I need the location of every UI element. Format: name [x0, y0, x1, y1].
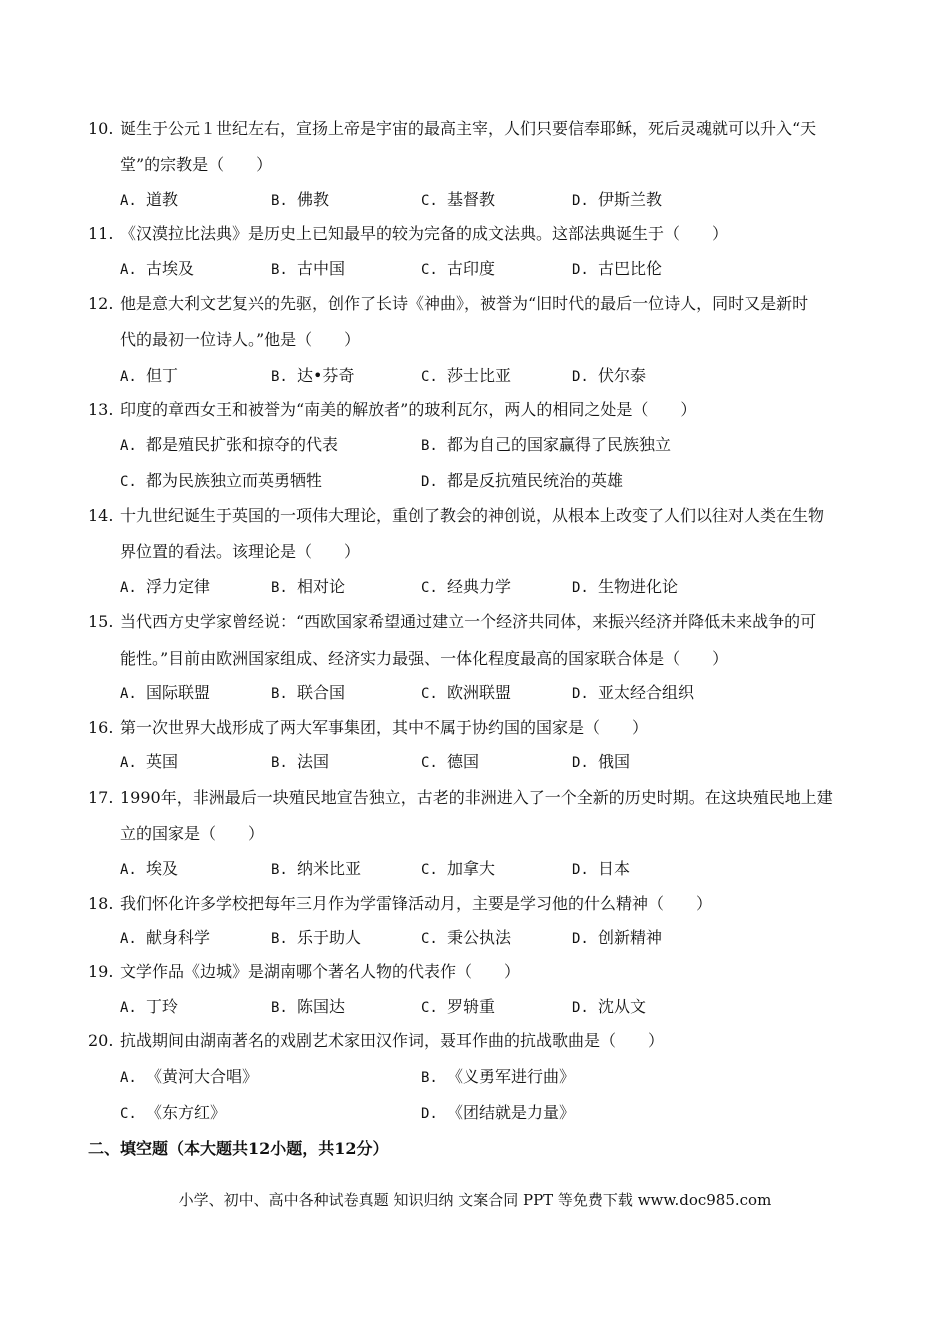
question-10-stem — [88, 111, 863, 147]
question-number: 10. — [88, 119, 114, 138]
question-16-option-b: B. 法国 — [271, 752, 330, 771]
question-10-stem-line2: 堂”的宗教是（ ） — [120, 155, 273, 174]
section-heading-fill-in: 二、填空题（本大题共12小题，共12分） — [88, 1139, 389, 1158]
question-10-option-a: A. 道教 — [120, 190, 179, 209]
question-15-option-a: A. 国际联盟 — [120, 683, 211, 702]
question-number: 16. — [88, 718, 114, 737]
question-number: 11. — [88, 224, 114, 243]
question-19-stem — [88, 954, 863, 990]
question-14-stem — [88, 498, 863, 534]
question-12-stem — [88, 286, 863, 322]
question-text: 当代西方史学家曾经说：“西欧国家希望通过建立一个经济共同体，来振兴经济并降低未来战争的可 — [120, 612, 817, 631]
page-footer: 小学、初中、高中各种试卷真题 知识归纳 文案合同 PPT 等免费下载 www.doc985.com — [178, 1191, 772, 1209]
question-17-stem — [88, 780, 863, 816]
question-17-option-b: B. 纳米比亚 — [271, 859, 362, 878]
question-text: 印度的章西女王和被誉为“南美的解放者”的玻利瓦尔，两人的相同之处是（ ） — [120, 400, 697, 419]
question-16-option-d: D. 俄国 — [572, 752, 631, 771]
question-12-option-d: D. 伏尔泰 — [572, 366, 647, 385]
question-text: 《汉漠拉比法典》是历史上已知最早的较为完备的成文法典。这部法典诞生于（ ） — [120, 224, 729, 243]
question-10-option-c: C. 基督教 — [421, 190, 496, 209]
question-20-option-a: A. 《黄河大合唱》 — [120, 1067, 259, 1086]
question-10-option-d: D. 伊斯兰教 — [572, 190, 663, 209]
question-15-stem-line2: 能性。”目前由欧洲国家组成、经济实力最强、一体化程度最高的国家联合体是（ ） — [120, 649, 729, 668]
question-16-stem — [88, 710, 863, 746]
question-19-option-a: A. 丁玲 — [120, 997, 179, 1016]
question-11-option-a: A. 古埃及 — [120, 259, 195, 278]
question-12-option-c: C. 莎士比亚 — [421, 366, 512, 385]
question-20-stem — [88, 1023, 863, 1059]
question-19-option-b: B. 陈国达 — [271, 997, 346, 1016]
question-18-option-b: B. 乐于助人 — [271, 928, 362, 947]
question-number: 20. — [88, 1031, 114, 1050]
question-18-option-c: C. 秉公执法 — [421, 928, 512, 947]
question-text: 第一次世界大战形成了两大军事集团，其中不属于协约国的国家是（ ） — [120, 718, 649, 737]
question-number: 12. — [88, 294, 114, 313]
question-13-option-a: A. 都是殖民扩张和掠夺的代表 — [120, 435, 339, 454]
question-11-option-d: D. 古巴比伦 — [572, 259, 663, 278]
question-16-option-c: C. 德国 — [421, 752, 480, 771]
question-number: 18. — [88, 894, 114, 913]
question-20-option-c: C. 《东方红》 — [120, 1103, 227, 1122]
question-text: 1990年，非洲最后一块殖民地宣告独立，古老的非洲进入了一个全新的历史时期。在这块殖民地上建 — [120, 788, 833, 807]
question-number: 19. — [88, 962, 114, 981]
question-11-option-b: B. 古中国 — [271, 259, 346, 278]
question-19-option-c: C. 罗辀重 — [421, 997, 496, 1016]
question-number: 14. — [88, 506, 114, 525]
question-17-option-d: D. 日本 — [572, 859, 631, 878]
question-15-option-c: C. 欧洲联盟 — [421, 683, 512, 702]
question-12-option-b: B. 达•芬奇 — [271, 366, 355, 385]
question-15-stem — [88, 604, 863, 640]
question-11-option-c: C. 古印度 — [421, 259, 496, 278]
question-text: 抗战期间由湖南著名的戏剧艺术家田汉作词，聂耳作曲的抗战歌曲是（ ） — [120, 1031, 665, 1050]
question-17-stem-line2: 立的国家是（ ） — [120, 824, 265, 843]
question-text: 文学作品《边城》是湖南哪个著名人物的代表作（ ） — [120, 962, 521, 981]
question-20-option-d: D. 《团结就是力量》 — [421, 1103, 576, 1122]
question-number: 17. — [88, 788, 114, 807]
question-number: 15. — [88, 612, 114, 631]
question-20-option-b: B. 《义勇军进行曲》 — [421, 1067, 576, 1086]
question-14-option-d: D. 生物进化论 — [572, 577, 679, 596]
question-17-option-a: A. 埃及 — [120, 859, 179, 878]
question-11-stem — [88, 216, 863, 252]
question-13-option-c: C. 都为民族独立而英勇牺牲 — [120, 471, 323, 490]
question-18-option-d: D. 创新精神 — [572, 928, 663, 947]
question-15-option-b: B. 联合国 — [271, 683, 346, 702]
question-number: 13. — [88, 400, 114, 419]
question-text: 我们怀化许多学校把每年三月作为学雷锋活动月，主要是学习他的什么精神（ ） — [120, 894, 713, 913]
question-10-option-b: B. 佛教 — [271, 190, 330, 209]
question-12-option-a: A. 但丁 — [120, 366, 179, 385]
question-14-stem-line2: 界位置的看法。该理论是（ ） — [120, 542, 361, 561]
question-16-option-a: A. 英国 — [120, 752, 179, 771]
question-18-stem — [88, 886, 863, 922]
question-13-option-d: D. 都是反抗殖民统治的英雄 — [421, 471, 624, 490]
question-14-option-a: A. 浮力定律 — [120, 577, 211, 596]
question-18-option-a: A. 献身科学 — [120, 928, 211, 947]
question-12-stem-line2: 代的最初一位诗人。”他是（ ） — [120, 330, 361, 349]
question-text: 他是意大利文艺复兴的先驱，创作了长诗《神曲》，被誉为“旧时代的最后一位诗人，同时又是新时 — [120, 294, 809, 313]
question-14-option-b: B. 相对论 — [271, 577, 346, 596]
question-13-option-b: B. 都为自己的国家赢得了民族独立 — [421, 435, 672, 454]
question-text: 诞生于公元１世纪左右，宣扬上帝是宇宙的最高主宰，人们只要信奉耶稣，死后灵魂就可以升入“天 — [120, 119, 817, 138]
question-14-option-c: C. 经典力学 — [421, 577, 512, 596]
question-15-option-d: D. 亚太经合组织 — [572, 683, 695, 702]
question-19-option-d: D. 沈从文 — [572, 997, 647, 1016]
question-13-stem — [88, 392, 863, 428]
question-text: 十九世纪诞生于英国的一项伟大理论，重创了教会的神创说，从根本上改变了人们以往对人类在生物 — [120, 506, 825, 525]
question-17-option-c: C. 加拿大 — [421, 859, 496, 878]
